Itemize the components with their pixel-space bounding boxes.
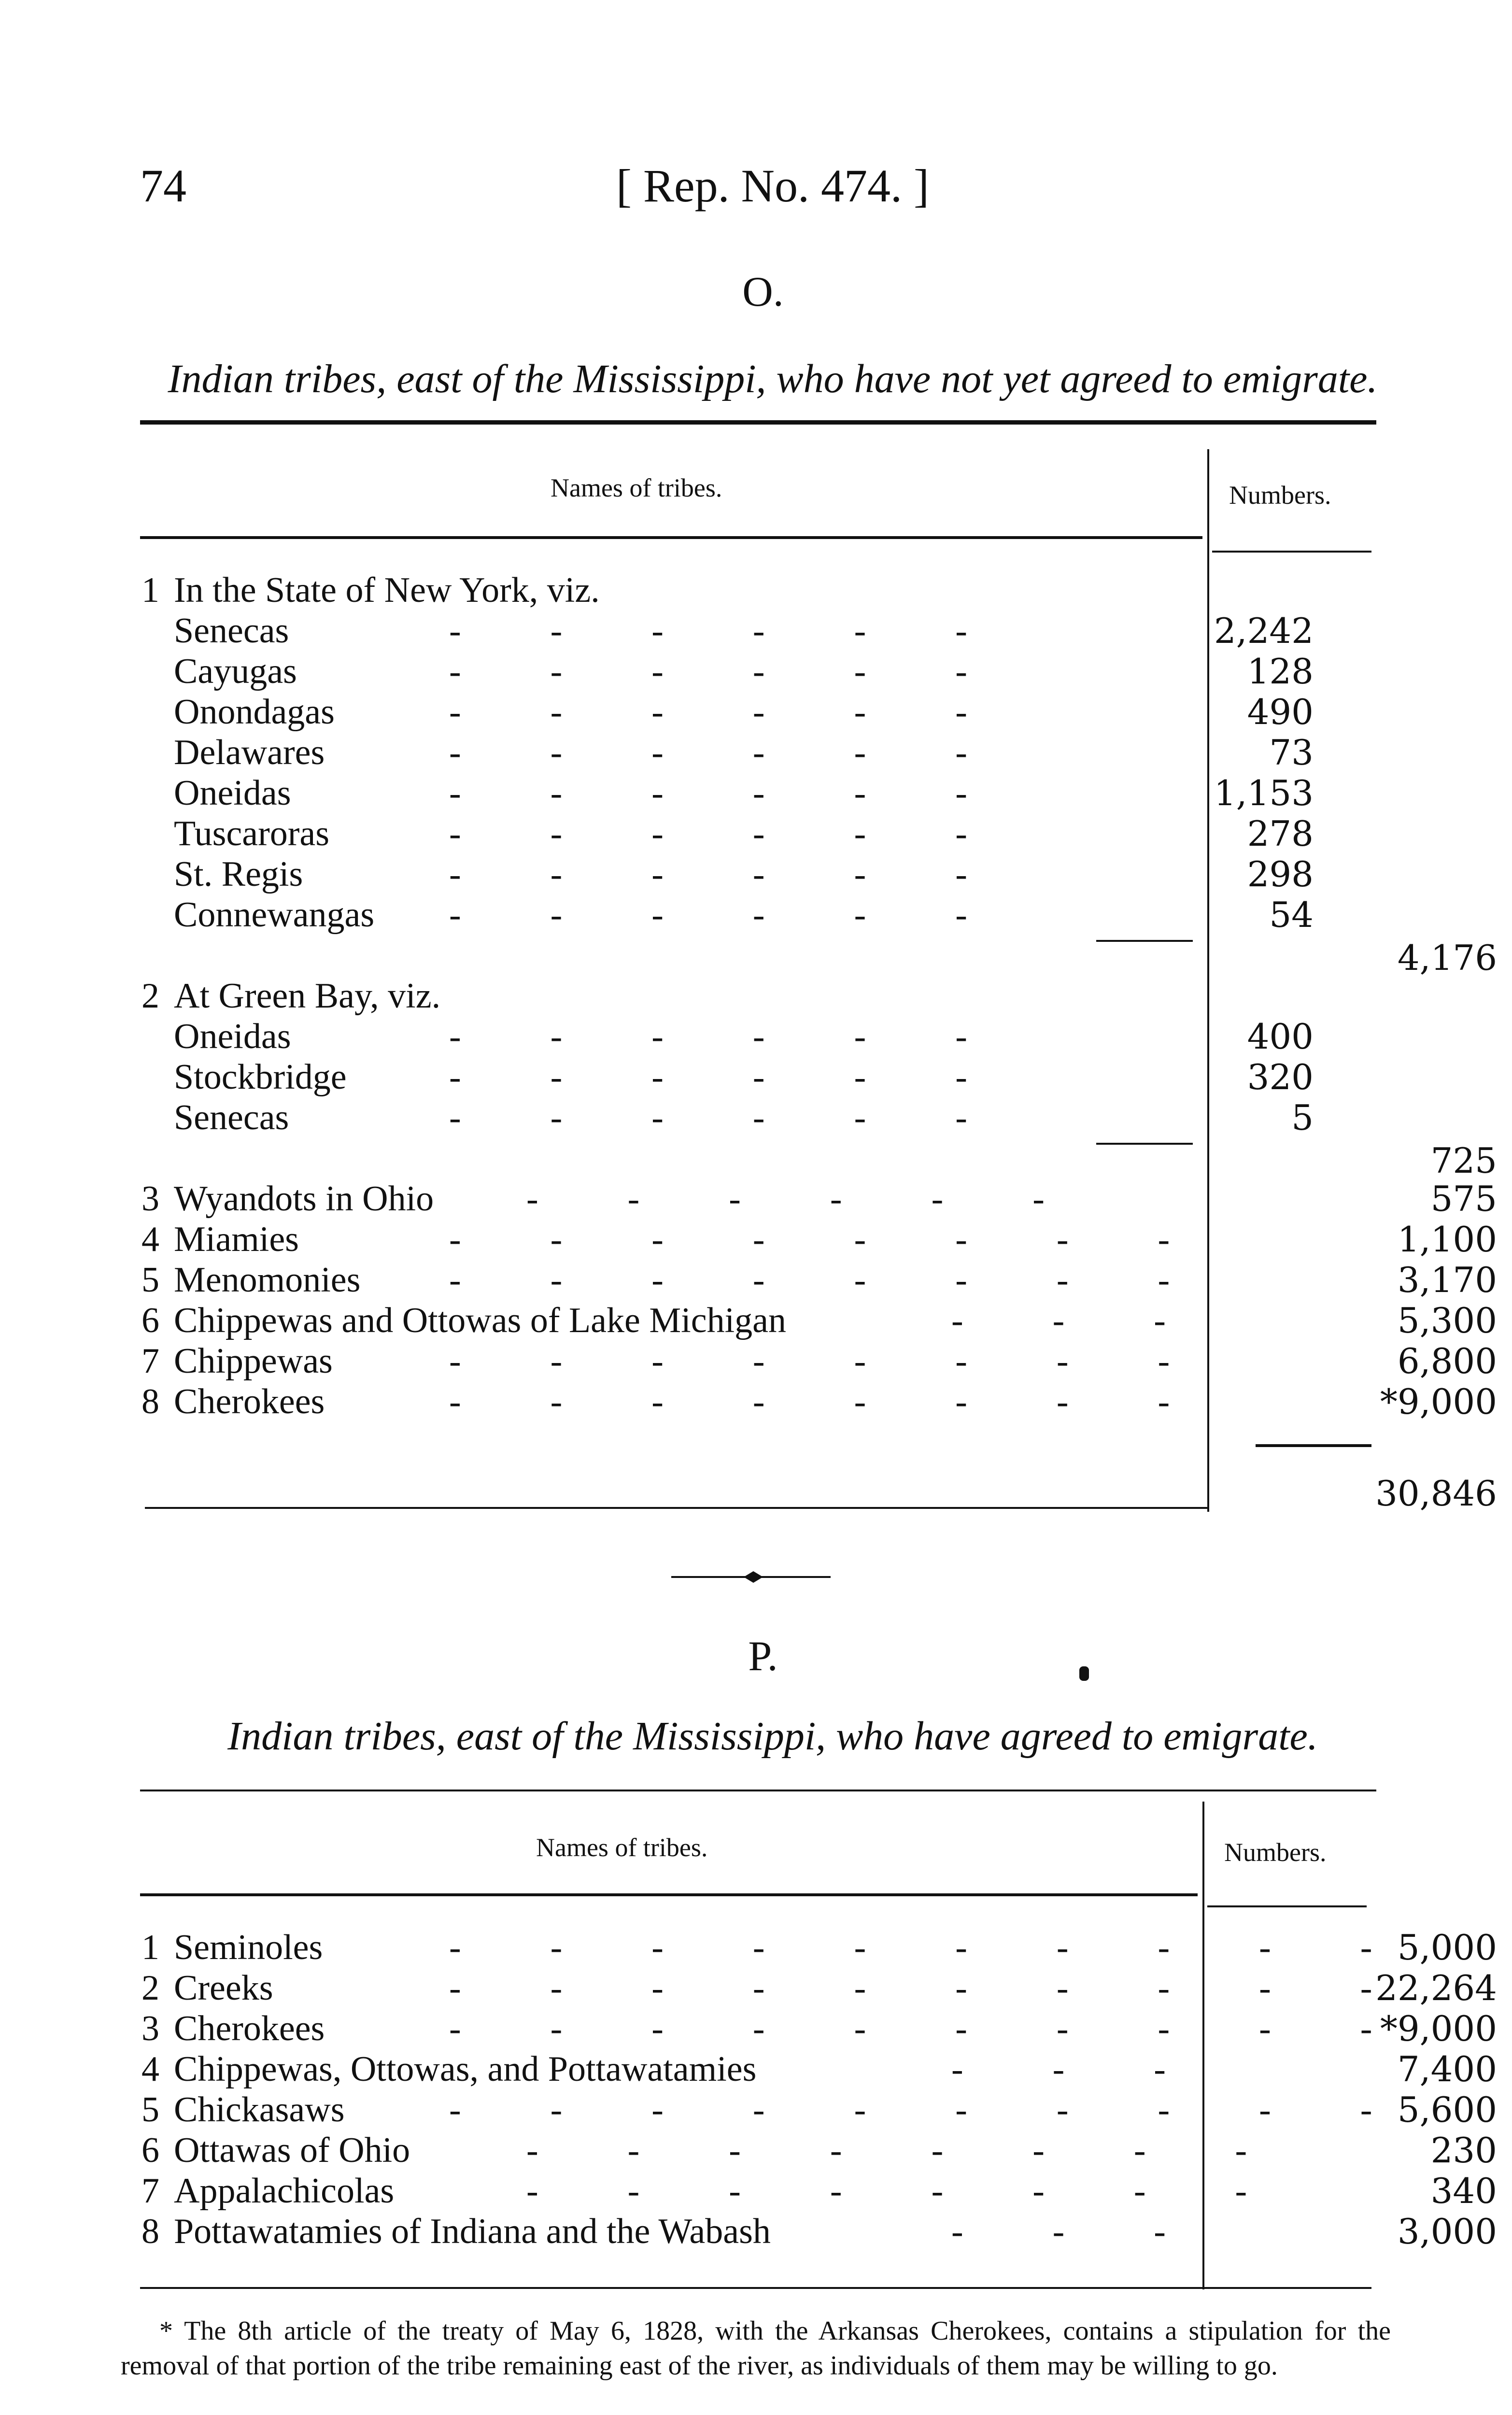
table-row [130,813,1367,854]
page-number: 74 [140,160,186,212]
table-row [130,732,1367,773]
report-reference: [ Rep. No. 474. ] [616,160,929,212]
ornament-divider-icon [671,1570,831,1584]
number-value: *9,000 [1380,1381,1497,1422]
subtotal-value: 1,153 [1214,773,1314,813]
row-number: 8 [141,1382,159,1421]
subtotal-value: 2,242 [1214,611,1314,651]
leader-dashes: - - - - - - - - - - [449,1968,1372,2008]
table-row [130,2008,1497,2049]
table-row [130,1341,1497,1381]
row-number: 2 [141,976,159,1016]
table-o-total-rule [1256,1444,1371,1447]
subtotal-value: 490 [1247,692,1314,732]
table-row [130,2130,1497,2171]
leader-dashes: - - - - - - [449,1017,967,1056]
subtotal-value: 400 [1247,1016,1314,1057]
number-value: 575 [1430,1179,1497,1219]
table-o-col-names: Names of tribes. [551,473,722,502]
tribe-name: Appalachicolas [174,2171,395,2211]
tribe-name: Chippewas and Ottowas of Lake Michigan [174,1301,786,1340]
table-row [130,1097,1367,1138]
tribe-name: St. Regis [174,854,303,894]
table-p-header-rule-right [1207,1905,1367,1907]
tribe-name: Tuscaroras [174,814,330,853]
table-row [130,895,1367,935]
tribe-name: Wyandots in Ohio [174,1179,434,1219]
number-value: 3,170 [1397,1260,1497,1300]
table-o-header-rule-right [1212,551,1371,553]
table-row [130,611,1367,651]
row-number: 5 [141,2090,159,2130]
tribe-name: Senecas [174,1098,289,1137]
section-p-mark: P. [748,1633,778,1680]
row-number: 3 [141,1179,159,1219]
tribe-name: Senecas [174,611,289,651]
table-p-col-numbers: Numbers. [1224,1838,1327,1867]
number-value: 5,000 [1397,1927,1497,1968]
number-value: 340 [1430,2171,1497,2211]
tribe-name: Cherokees [174,1382,325,1421]
leader-dashes: - - - - - - - - [449,1220,1170,1259]
number-value: 6,800 [1397,1341,1497,1381]
tribe-name: Oneidas [174,773,291,813]
table-row [130,1219,1497,1260]
table-row [130,1016,1367,1057]
number-value: 5,600 [1397,2089,1497,2130]
subtotal-value: 320 [1247,1057,1314,1097]
leader-dashes: - - - [951,1301,1166,1340]
tribe-name: Menomonies [174,1260,361,1300]
group-total-row [130,938,1497,978]
subtotal-value: 128 [1247,651,1314,692]
leader-dashes: - - - - - - [449,1098,967,1137]
number-value: 22,264 [1375,1968,1497,2008]
tribe-name: Stockbridge [174,1057,347,1097]
table-p-top-rule [140,1790,1376,1791]
subtotal-value: 298 [1247,854,1314,895]
tribe-name: Seminoles [174,1928,323,1967]
table-o-bottom-rule [145,1507,1207,1509]
number-value: 4,176 [1397,938,1497,978]
table-p-bottom-rule [140,2287,1371,2289]
subtotal-value: 54 [1269,895,1314,935]
table-o-col-numbers: Numbers. [1229,481,1331,510]
table-row [130,1927,1497,1968]
leader-dashes: - - - - - - - - [449,1382,1170,1421]
table-row [130,692,1367,732]
table-row [130,2171,1497,2211]
number-value: 7,400 [1397,2049,1497,2089]
tribe-name: Pottawatamies of Indiana and the Wabash [174,2212,771,2251]
number-value: 3,000 [1397,2211,1497,2252]
ink-blot [1079,1666,1089,1681]
number-value: 230 [1430,2130,1497,2171]
tribe-name: Connewangas [174,895,375,935]
table-o-top-rule [140,420,1376,425]
table-o-grand-total: 30,846 [1375,1473,1497,1514]
leader-dashes: - - - - - - [449,773,967,813]
table-row [130,1300,1497,1341]
leader-dashes: - - - - - - [526,1179,1045,1219]
table-p-col-names: Names of tribes. [536,1833,708,1862]
table-row [130,854,1367,895]
number-value: 1,100 [1397,1219,1497,1260]
tribe-name: Chickasaws [174,2090,345,2130]
leader-dashes: - - - [951,2212,1166,2251]
tribe-name: Ottawas of Ohio [174,2131,410,2170]
row-number: 6 [141,2131,159,2170]
leader-dashes: - - - - - - [449,895,967,935]
subtotal-value: 278 [1247,813,1314,854]
leader-dashes: - - - - - - [449,814,967,853]
leader-dashes: - - - - - - [449,692,967,732]
tribe-name: Oneidas [174,1017,291,1056]
leader-dashes: - - - - - - - - [449,1260,1170,1300]
leader-dashes: - - - [951,2049,1166,2089]
table-row [130,1057,1367,1097]
subtotal-value: 73 [1269,732,1314,773]
table-row [130,2211,1497,2252]
group-total-row [130,1140,1497,1181]
table-row [130,1968,1497,2008]
table-row [130,1381,1497,1422]
number-value: 5,300 [1397,1300,1497,1341]
leader-dashes: - - - - - - - - - - [449,2090,1372,2130]
footnote: * The 8th article of the treaty of May 6, 1828, with the Arkansas Cherokees, contains a stipulation for the removal of that portion of the tribe remaining east of the river, as individuals of them may be willing to go. [121,2316,1391,2381]
table-row [130,773,1367,813]
row-number: 1 [141,570,159,610]
row-number: 6 [141,1301,159,1340]
leader-dashes: - - - - - - [449,733,967,772]
table-row [130,1179,1497,1219]
row-number: 4 [141,1220,159,1259]
row-number: 7 [141,1341,159,1381]
tribe-name: Onondagas [174,692,335,732]
subtotal-value: 5 [1291,1097,1314,1138]
table-row [130,2049,1497,2089]
leader-dashes: - - - - - - - - [526,2171,1247,2211]
section-o-mark: O. [742,269,784,315]
row-number: 2 [141,1968,159,2008]
leader-dashes: - - - - - - [449,1057,967,1097]
number-value: 725 [1430,1140,1497,1181]
row-number: 3 [141,2009,159,2048]
table-row [130,1260,1497,1300]
tribe-name: In the State of New York, viz. [174,570,600,610]
section-p-caption: Indian tribes, east of the Mississippi, who have agreed to emigrate. [227,1714,1318,1759]
row-number: 8 [141,2212,159,2251]
leader-dashes: - - - - - - - - [526,2131,1247,2170]
group-heading-row [130,976,1367,1016]
tribe-name: Chippewas [174,1341,333,1381]
row-number: 1 [141,1928,159,1967]
table-o-header-rule [140,536,1202,539]
leader-dashes: - - - - - - - - - - [449,2009,1372,2048]
tribe-name: Miamies [174,1220,299,1259]
leader-dashes: - - - - - - [449,611,967,651]
tribe-name: Cayugas [174,652,297,691]
tribe-name: Cherokees [174,2009,325,2048]
number-value: *9,000 [1380,2008,1497,2049]
leader-dashes: - - - - - - - - - - [449,1928,1372,1967]
tribe-name: Chippewas, Ottowas, and Pottawatamies [174,2049,757,2089]
tribe-name: At Green Bay, viz. [174,976,441,1016]
row-number: 7 [141,2171,159,2211]
leader-dashes: - - - - - - [449,854,967,894]
table-row [130,2089,1497,2130]
group-heading-row [130,570,1367,611]
leader-dashes: - - - - - - [449,652,967,691]
tribe-name: Delawares [174,733,325,772]
table-p-header-rule [140,1893,1198,1896]
row-number: 5 [141,1260,159,1300]
row-number: 4 [141,2049,159,2089]
leader-dashes: - - - - - - - - [449,1341,1170,1381]
table-row [130,651,1367,692]
section-o-caption: Indian tribes, east of the Mississippi, who have not yet agreed to emigrate. [168,356,1378,401]
tribe-name: Creeks [174,1968,273,2008]
